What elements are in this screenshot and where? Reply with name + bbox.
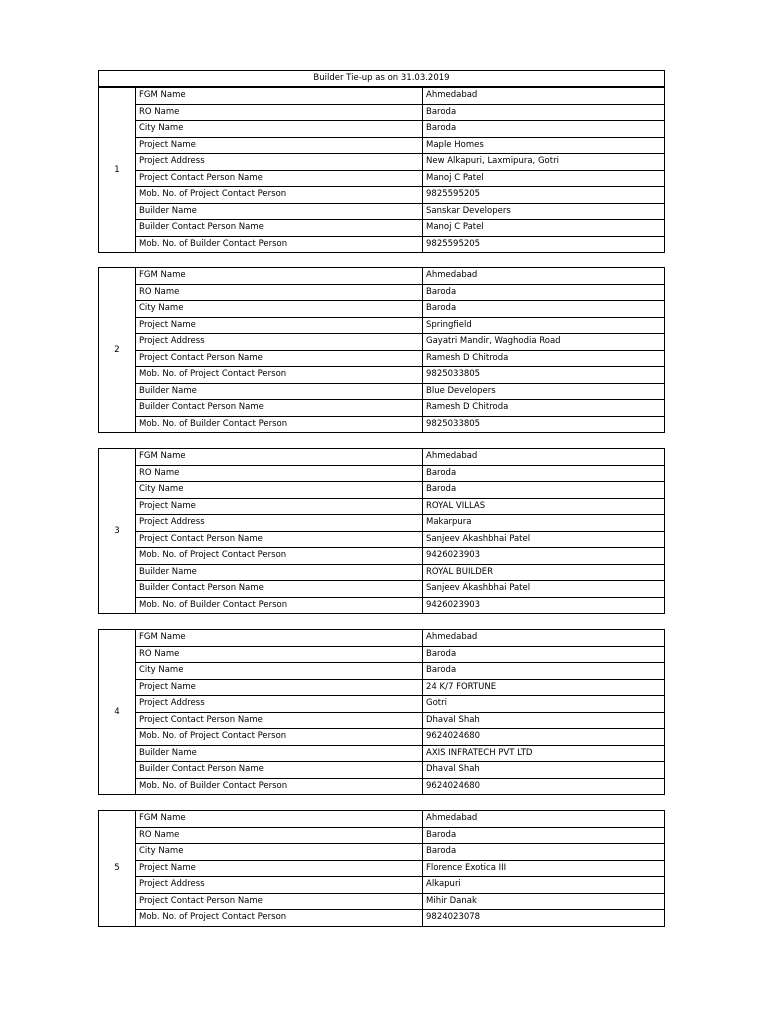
field-label: Builder Contact Person Name [136, 220, 423, 237]
field-label: FGM Name [136, 88, 423, 105]
field-label: Project Address [136, 877, 423, 894]
field-value: Baroda [423, 827, 665, 844]
field-label: Project Contact Person Name [136, 712, 423, 729]
field-label: RO Name [136, 465, 423, 482]
table-row [99, 564, 665, 581]
field-label: Project Address [136, 154, 423, 171]
field-value: Baroda [423, 104, 665, 121]
field-label: FGM Name [136, 630, 423, 647]
table-row [99, 811, 665, 828]
table-row [99, 679, 665, 696]
table-row [99, 893, 665, 910]
field-value: Manoj C Patel [423, 220, 665, 237]
table-row [99, 597, 665, 614]
field-label: Project Name [136, 679, 423, 696]
table-row [99, 729, 665, 746]
field-label: Builder Name [136, 383, 423, 400]
field-label: City Name [136, 482, 423, 499]
table-row [99, 581, 665, 598]
table-row [99, 515, 665, 532]
field-label: Project Contact Person Name [136, 350, 423, 367]
field-label: Mob. No. of Project Contact Person [136, 910, 423, 927]
record-number: 2 [99, 268, 136, 433]
table-row [99, 350, 665, 367]
field-value: Ahmedabad [423, 449, 665, 466]
table-row [99, 844, 665, 861]
record-table [98, 810, 665, 927]
field-label: Mob. No. of Builder Contact Person [136, 778, 423, 795]
record-table [98, 267, 665, 433]
field-label: Mob. No. of Project Contact Person [136, 367, 423, 384]
field-value: 9825595205 [423, 236, 665, 253]
field-label: FGM Name [136, 449, 423, 466]
field-value: Baroda [423, 465, 665, 482]
field-label: RO Name [136, 104, 423, 121]
record-number: 3 [99, 449, 136, 614]
table-row [99, 860, 665, 877]
field-label: Builder Name [136, 564, 423, 581]
table-row [99, 465, 665, 482]
table-row [99, 367, 665, 384]
field-value: 9825595205 [423, 187, 665, 204]
table-row [99, 416, 665, 433]
field-label: Builder Name [136, 203, 423, 220]
table-row [99, 482, 665, 499]
field-label: Project Contact Person Name [136, 170, 423, 187]
field-label: Project Address [136, 696, 423, 713]
field-label: City Name [136, 121, 423, 138]
field-value: Dhaval Shah [423, 762, 665, 779]
field-value: Makarpura [423, 515, 665, 532]
field-value: Baroda [423, 284, 665, 301]
field-label: City Name [136, 301, 423, 318]
table-row [99, 334, 665, 351]
field-label: Builder Contact Person Name [136, 581, 423, 598]
table-row [99, 154, 665, 171]
field-value: Ahmedabad [423, 88, 665, 105]
field-value: 9624024680 [423, 729, 665, 746]
field-value: Baroda [423, 301, 665, 318]
field-value: Manoj C Patel [423, 170, 665, 187]
record-table [98, 87, 665, 253]
record-table [98, 448, 665, 614]
table-row [99, 910, 665, 927]
record-number: 5 [99, 811, 136, 927]
table-row [99, 268, 665, 285]
field-value: Sanjeev Akashbhai Patel [423, 581, 665, 598]
field-value: Blue Developers [423, 383, 665, 400]
field-value: 9825033805 [423, 367, 665, 384]
field-label: Mob. No. of Project Contact Person [136, 729, 423, 746]
field-label: Project Name [136, 498, 423, 515]
table-row [99, 663, 665, 680]
record-number: 4 [99, 630, 136, 795]
field-value: Gotri [423, 696, 665, 713]
table-row [99, 121, 665, 138]
document-title: Builder Tie-up as on 31.03.2019 [98, 70, 665, 87]
field-value: Mihir Danak [423, 893, 665, 910]
field-label: Project Name [136, 860, 423, 877]
field-value: Sanjeev Akashbhai Patel [423, 531, 665, 548]
field-value: ROYAL BUILDER [423, 564, 665, 581]
field-label: City Name [136, 844, 423, 861]
table-row [99, 203, 665, 220]
table-row [99, 137, 665, 154]
table-row [99, 762, 665, 779]
table-row [99, 778, 665, 795]
field-label: Mob. No. of Builder Contact Person [136, 416, 423, 433]
field-value: Ahmedabad [423, 811, 665, 828]
field-label: Builder Contact Person Name [136, 400, 423, 417]
field-label: FGM Name [136, 268, 423, 285]
table-row [99, 88, 665, 105]
table-row [99, 745, 665, 762]
field-value: ROYAL VILLAS [423, 498, 665, 515]
field-label: Project Address [136, 515, 423, 532]
field-label: RO Name [136, 284, 423, 301]
field-value: Baroda [423, 663, 665, 680]
field-value: Gayatri Mandir, Waghodia Road [423, 334, 665, 351]
table-row [99, 449, 665, 466]
record-number: 1 [99, 88, 136, 253]
field-value: Baroda [423, 646, 665, 663]
table-row [99, 236, 665, 253]
field-label: Builder Name [136, 745, 423, 762]
field-label: Mob. No. of Builder Contact Person [136, 597, 423, 614]
field-value: 9825033805 [423, 416, 665, 433]
table-row [99, 400, 665, 417]
table-row [99, 630, 665, 647]
field-value: Baroda [423, 121, 665, 138]
field-value: Baroda [423, 844, 665, 861]
table-row [99, 696, 665, 713]
table-row [99, 383, 665, 400]
field-value: Dhaval Shah [423, 712, 665, 729]
table-row [99, 284, 665, 301]
field-label: Mob. No. of Builder Contact Person [136, 236, 423, 253]
field-value: Baroda [423, 482, 665, 499]
field-value: New Alkapuri, Laxmipura, Gotri [423, 154, 665, 171]
field-value: Alkapuri [423, 877, 665, 894]
table-row [99, 498, 665, 515]
field-label: Mob. No. of Project Contact Person [136, 187, 423, 204]
field-label: RO Name [136, 646, 423, 663]
field-value: 9426023903 [423, 548, 665, 565]
table-row [99, 646, 665, 663]
field-label: Project Name [136, 317, 423, 334]
field-value: Sanskar Developers [423, 203, 665, 220]
table-row [99, 877, 665, 894]
table-row [99, 712, 665, 729]
table-row [99, 170, 665, 187]
field-value: Maple Homes [423, 137, 665, 154]
field-value: Ahmedabad [423, 268, 665, 285]
table-row [99, 104, 665, 121]
table-row [99, 187, 665, 204]
record-table [98, 629, 665, 795]
field-value: Ramesh D Chitroda [423, 400, 665, 417]
field-value: 9426023903 [423, 597, 665, 614]
field-value: 9624024680 [423, 778, 665, 795]
table-row [99, 220, 665, 237]
field-label: Project Address [136, 334, 423, 351]
field-value: AXIS INFRATECH PVT LTD [423, 745, 665, 762]
field-label: Mob. No. of Project Contact Person [136, 548, 423, 565]
field-label: Builder Contact Person Name [136, 762, 423, 779]
field-label: Project Contact Person Name [136, 531, 423, 548]
field-label: RO Name [136, 827, 423, 844]
field-value: Ramesh D Chitroda [423, 350, 665, 367]
field-value: 9824023078 [423, 910, 665, 927]
field-value: Springfield [423, 317, 665, 334]
field-label: City Name [136, 663, 423, 680]
field-label: FGM Name [136, 811, 423, 828]
field-value: 24 K/7 FORTUNE [423, 679, 665, 696]
table-row [99, 548, 665, 565]
table-row [99, 301, 665, 318]
field-value: Florence Exotica III [423, 860, 665, 877]
field-value: Ahmedabad [423, 630, 665, 647]
field-label: Project Name [136, 137, 423, 154]
field-label: Project Contact Person Name [136, 893, 423, 910]
table-row [99, 827, 665, 844]
table-row [99, 317, 665, 334]
table-row [99, 531, 665, 548]
